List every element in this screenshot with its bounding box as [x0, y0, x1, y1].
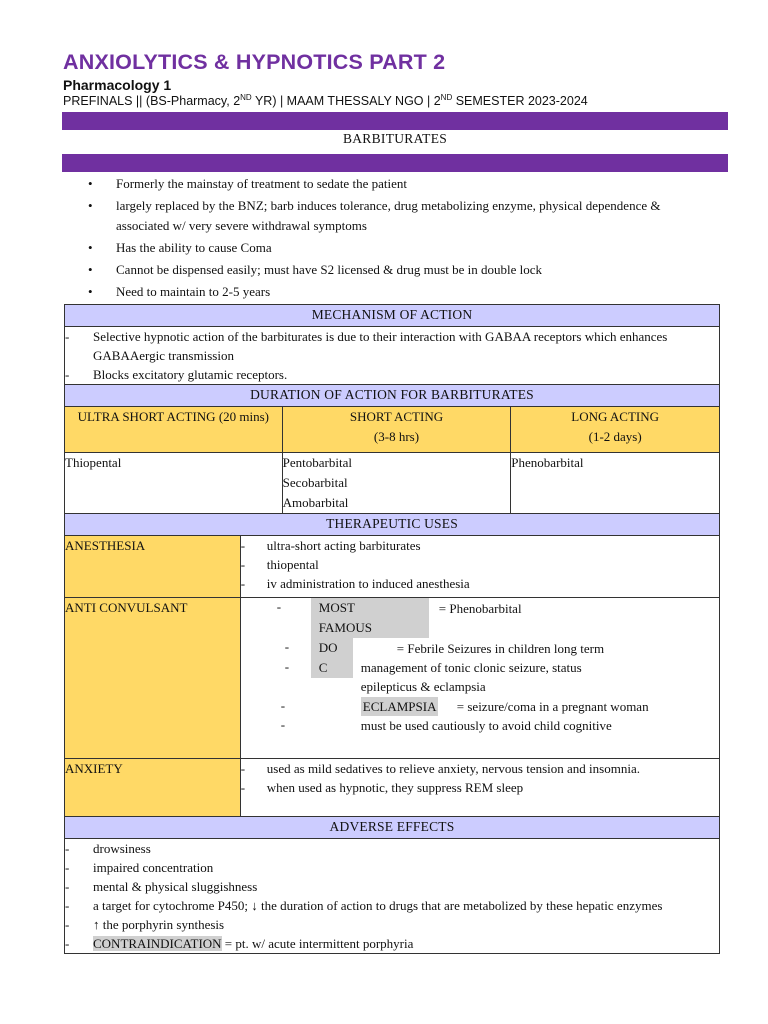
anesthesia-item: - ultra-short acting barbiturates	[241, 536, 719, 555]
adverse-item: - ↑ the porphyrin synthesis	[65, 915, 719, 934]
anesthesia-item: - iv administration to induced anesthesia	[241, 574, 719, 593]
doc-highlight-do: DO	[311, 638, 353, 658]
most-highlight: MOST	[311, 598, 429, 618]
section-title: BARBITURATES	[342, 131, 448, 146]
long-acting-range: (1-2 days)	[588, 429, 642, 444]
ultra-short-acting-header	[65, 407, 283, 453]
dash: -	[276, 599, 282, 614]
moa-list	[65, 327, 720, 385]
short-acting-header	[282, 407, 511, 453]
famous-highlight: FAMOUS	[311, 618, 429, 638]
course-info-part-c: SEMESTER 2023-2024	[452, 94, 588, 108]
course-subject: Pharmacology 1	[63, 77, 172, 93]
cognitive-caution: must be used cautiously to avoid child cognitive	[360, 718, 612, 733]
moa-item: - Selective hypnotic action of the barbiturates is due to their interaction with GABAA receptors which enhances GABAAergic transmission	[65, 327, 719, 365]
eclampsia-equals: = seizure/coma in a pregnant woman	[456, 699, 649, 714]
adverse-effects-heading: ADVERSE EFFECTS	[65, 817, 720, 839]
intro-bullet: • Cannot be dispensed easily; must have S2 licensed & drug must be in double lock	[88, 260, 708, 280]
therapeutic-uses-heading: THERAPEUTIC USES	[65, 514, 720, 536]
intro-bullet: • Has the ability to cause Coma	[88, 238, 708, 258]
anxiety-item: - used as mild sedatives to relieve anxiety, nervous tension and insomnia.	[241, 759, 719, 778]
purple-divider-top	[62, 112, 728, 130]
short-acting-drugs	[282, 453, 511, 514]
short-acting-label: SHORT ACTING	[349, 409, 444, 424]
moa-heading: MECHANISM OF ACTION	[65, 305, 720, 327]
duration-heading: DURATION OF ACTION FOR BARBITURATES	[65, 385, 720, 407]
intro-bullet-list	[88, 174, 708, 304]
anticonvulsant-details	[240, 598, 719, 759]
document-title: ANXIOLYTICS & HYPNOTICS PART 2	[63, 50, 446, 74]
contraindication-text: = pt. w/ acute intermittent porphyria	[221, 936, 414, 951]
short-acting-range: (3-8 hrs)	[373, 429, 420, 444]
anesthesia-label: ANESTHESIA	[65, 536, 241, 598]
drug-name: Thiopental	[65, 455, 122, 470]
ultra-short-acting-drugs	[65, 453, 283, 514]
management-line-1: management of tonic clonic seizure, status	[360, 660, 582, 675]
anxiety-list	[240, 759, 719, 817]
drug-name: Phenobarbital	[511, 455, 584, 470]
anticonvulsant-label: ANTI CONVULSANT	[65, 598, 241, 759]
long-acting-header	[511, 407, 720, 453]
dash: -	[284, 659, 290, 674]
dash: -	[280, 717, 286, 732]
adverse-effects-list	[65, 839, 720, 954]
management-line-2: epilepticus & eclampsia	[360, 679, 486, 694]
drug-name: Pentobarbital	[282, 455, 352, 470]
doc-equals: = Febrile Seizures in children long term	[396, 641, 605, 656]
adverse-item: - a target for cytochrome P450; ↓ the duration of action to drugs that are metabolized by these hepatic enzymes	[65, 896, 719, 915]
intro-bullet: • largely replaced by the BNZ; barb induces tolerance, drug metabolizing enzyme, physical dependence & associated w/ very severe withdrawal symptoms	[88, 196, 708, 236]
course-info-line	[63, 93, 588, 108]
drug-name: Amobarbital	[282, 495, 349, 510]
barbiturates-table	[64, 304, 720, 954]
long-acting-drugs	[511, 453, 720, 514]
course-info-part-a: PREFINALS || (BS-Pharmacy, 2	[63, 94, 241, 108]
ultra-short-acting-label: ULTRA SHORT ACTING (20 mins)	[77, 409, 270, 424]
anxiety-label: ANXIETY	[65, 759, 241, 817]
contraindication-highlight: CONTRAINDICATION	[93, 936, 222, 951]
intro-bullet: • Formerly the mainstay of treatment to sedate the patient	[88, 174, 708, 194]
drug-name: Secobarbital	[282, 475, 348, 490]
adverse-item: - mental & physical sluggishness	[65, 877, 719, 896]
anesthesia-list	[240, 536, 719, 598]
course-info-sup-1: ND	[240, 93, 252, 102]
course-info-part-b: YR) | MAAM THESSALY NGO | 2	[251, 94, 441, 108]
contraindication-item	[65, 934, 719, 953]
course-info-sup-2: ND	[440, 93, 453, 102]
eclampsia-highlight: ECLAMPSIA	[362, 699, 437, 714]
intro-bullet: • Need to maintain to 2-5 years	[88, 282, 708, 302]
purple-divider-bottom	[62, 154, 728, 172]
dash: -	[284, 639, 290, 654]
most-famous-equals: = Phenobarbital	[438, 601, 522, 616]
long-acting-label: LONG ACTING	[571, 409, 660, 424]
anesthesia-item: - thiopental	[241, 555, 719, 574]
adverse-item: - drowsiness	[65, 839, 719, 858]
doc-highlight-c: C	[311, 658, 353, 678]
moa-item: - Blocks excitatory glutamic receptors.	[65, 365, 719, 384]
adverse-item: - impaired concentration	[65, 858, 719, 877]
anticonvulsant-block	[241, 598, 719, 758]
dash: -	[280, 698, 286, 713]
anxiety-item: - when used as hypnotic, they suppress REM sleep	[241, 778, 719, 797]
